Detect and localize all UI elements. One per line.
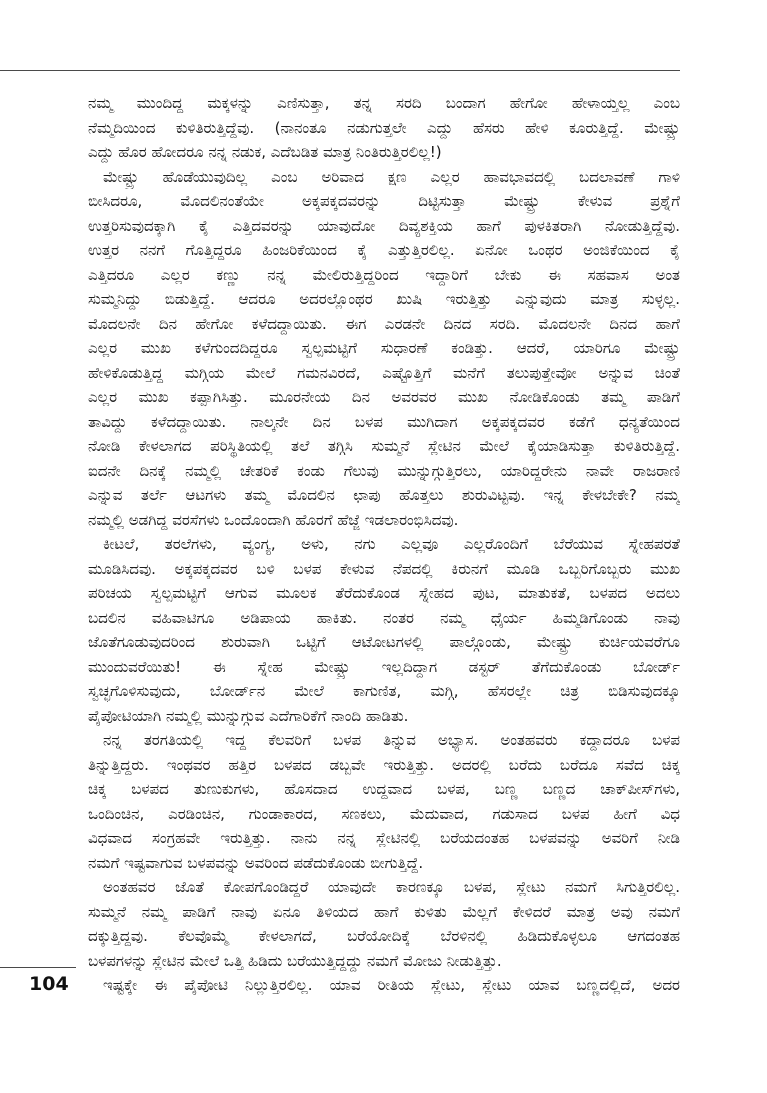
header-rule bbox=[0, 70, 680, 71]
text-line: ಸ್ವಚ್ಛಗೊಳಿಸುವುದು, ಬೋರ್ಡ್‌ನ ಮೇಲೆ ಕಾಗುಣಿತ, ಮಗ್ಗಿ, ಹೆಸರಲ್ಲೇ ಚಿತ್ರ ಬಿಡಿಸುವುದಕ್ಕೂ bbox=[88, 682, 680, 700]
text-line: ಸುಮ್ಮನಿದ್ದು ಬಿಡುತ್ತಿದ್ದೆ. ಆದರೂ ಅದರಲ್ಲೊಂಥರ ಖುಷಿ ಇರುತ್ತಿತ್ತು ಎನ್ನುವುದು ಮಾತ್ರ ಸುಳ್ಳಲ್ಲ. bbox=[88, 290, 680, 308]
text-line: ಮೂಡಿಸಿದವು. ಅಕ್ಕಪಕ್ಕದವರ ಬಳಿ ಬಳಪ ಕೇಳುವ ನೆಪದಲ್ಲಿ ಕಿರುನಗೆ ಮೂಡಿ ಒಬ್ಬರಿಗೊಬ್ಬರು ಮುಖ bbox=[88, 559, 680, 578]
text-line: ತಾವಿದ್ದು ಕಳೆದದ್ದಾಯಿತು. ನಾಲ್ಕನೇ ದಿನ ಬಳಪ ಮುಗಿದಾಗ ಅಕ್ಕಪಕ್ಕದವರ ಕಡೆಗೆ ಧನ್ಯತೆಯಿಂದ bbox=[88, 412, 680, 431]
text-line: ಮೇಷ್ಟ್ರು ಹೊಡೆಯುವುದಿಲ್ಲ ಎಂಬ ಅರಿವಾದ ಕ್ಷಣ ಎಲ್ಲರ ಹಾವಭಾವದಲ್ಲಿ ಬದಲಾವಣೆ ಗಾಳಿ bbox=[103, 167, 680, 186]
text-line: ಸುಮ್ಮನೆ ನಮ್ಮ ಪಾಡಿಗೆ ನಾವು ಏನೂ ತಿಳಿಯದ ಹಾಗೆ ಕುಳಿತು ಮೆಲ್ಲಗೆ ಕೇಳಿದರೆ ಮಾತ್ರ ಅವು ನಮಗೆ bbox=[88, 902, 680, 921]
text-line: ಜೊತೆಗೂಡುವುದರಿಂದ ಶುರುವಾಗಿ ಒಟ್ಟಿಗೆ ಆಟೋಟಗಳಲ್ಲಿ ಪಾಲ್ಗೊಂಡು, ಮೇಷ್ಟ್ರು ಕುರ್ಚಿಯವರೆಗೂ bbox=[88, 633, 680, 651]
text-line: ಹೇಳಿಕೊಡುತ್ತಿದ್ದ ಮಗ್ಗಿಯ ಮೇಲೆ ಗಮನವಿರದೆ, ಎಷ್ಟೊತ್ತಿಗೆ ಮನೆಗೆ ತಲುಪುತ್ತೇವೋ ಅನ್ನುವ ಚಿಂತೆ bbox=[88, 363, 680, 382]
paragraph bbox=[88, 728, 680, 875]
text-line: ಪರಿಚಯ ಸ್ವಲ್ಪಮಟ್ಟಿಗೆ ಆಗುವ ಮೂಲಕ ತೆರೆದುಕೊಂಡ ಸ್ನೇಹದ ಪುಟ, ಮಾತುಕತೆ, ಬಳಪದ ಅದಲು bbox=[88, 584, 680, 602]
text-line: ಅಂತಹವರ ಜೊತೆ ಕೋಪಗೊಂಡಿದ್ದರೆ ಯಾವುದೇ ಕಾರಣಕ್ಕೂ ಬಳಪ, ಸ್ಲೇಟು ನಮಗೆ ಸಿಗುತ್ತಿರಲಿಲ್ಲ. bbox=[103, 878, 680, 896]
paragraph bbox=[88, 875, 680, 973]
text-line: ಎನ್ನುವ ತರ್ಲೆ ಆಟಗಳು ತಮ್ಮ ಮೊದಲಿನ ಛಾಪು ಹೊತ್ತಲು ಶುರುವಿಟ್ಟವು. ಇನ್ನ ಕೇಳಬೇಕೇ? ನಮ್ಮ bbox=[88, 486, 680, 504]
text-line: ಐದನೇ ದಿನಕ್ಕೆ ನಮ್ಮಲ್ಲಿ ಚೇತರಿಕೆ ಕಂಡು ಗೆಲುವು ಮುನ್ನುಗ್ಗುತ್ತಿರಲು, ಯಾರಿದ್ದರೇನು ನಾವೇ ರಾಜರಾಣಿ bbox=[88, 461, 680, 480]
text-line: ಇಷ್ಟಕ್ಕೇ ಈ ಪೈಪೋಟಿ ನಿಲ್ಲುತ್ತಿರಲಿಲ್ಲ. ಯಾವ ರೀತಿಯ ಸ್ಲೇಟು, ಸ್ಲೇಟು ಯಾವ ಬಣ್ಣದಲ್ಲಿದೆ, ಅದರ bbox=[103, 976, 680, 994]
text-line: ಮೊದಲನೇ ದಿನ ಹೇಗೋ ಕಳೆದದ್ದಾಯಿತು. ಈಗ ಎರಡನೇ ದಿನದ ಸರದಿ. ಮೊದಲನೇ ದಿನದ ಹಾಗೆ bbox=[88, 314, 680, 333]
text-line: ಎಲ್ಲರ ಮುಖ ಕಪ್ಪಾಗಿಸಿತ್ತು. ಮೂರನೇಯ ದಿನ ಅವರವರ ಮುಖ ನೋಡಿಕೊಂಡು ತಮ್ಮ ಪಾಡಿಗೆ bbox=[88, 388, 680, 406]
text-line: ನಮ್ಮಲ್ಲಿ ಅಡಗಿದ್ದ ವರಸೆಗಳು ಒಂದೊಂದಾಗಿ ಹೊರಗೆ ಹೆಜ್ಜೆ ಇಡಲಾರಂಭಿಸಿದವು. bbox=[88, 510, 459, 529]
text-line: ಬೀಸಿದರೂ, ಮೊದಲಿನಂತೆಯೇ ಅಕ್ಕಪಕ್ಕದವರನ್ನು ದಿಟ್ಟಿಸುತ್ತಾ ಮೇಷ್ಟ್ರು ಕೇಳುವ ಪ್ರಶ್ನೆಗೆ bbox=[88, 192, 680, 210]
text-line: ಉತ್ತರಿಸುವುದಕ್ಕಾಗಿ ಕೈ ಎತ್ತಿದವರನ್ನು ಯಾವುದೋ ದಿವ್ಯಶಕ್ತಿಯ ಹಾಗೆ ಪುಳಕಿತರಾಗಿ ನೋಡುತ್ತಿದ್ದೆವು. bbox=[88, 216, 680, 235]
text-line: ಮುಂದುವರೆಯಿತು! ಈ ಸ್ನೇಹ ಮೇಷ್ಟ್ರು ಇಲ್ಲದಿದ್ದಾಗ ಡಸ್ಟರ್ ತೆಗೆದುಕೊಂಡು ಬೋರ್ಡ್ bbox=[88, 657, 680, 676]
footer-rule bbox=[0, 967, 76, 968]
text-line: ಬಳಪಗಳನ್ನು ಸ್ಲೇಟಿನ ಮೇಲೆ ಒತ್ತಿ ಹಿಡಿದು ಬರೆಯುತ್ತಿದ್ದದ್ದು ನಮಗೆ ಮೋಜು ನೀಡುತ್ತಿತ್ತು. bbox=[88, 951, 502, 970]
text-line: ವಿಧವಾದ ಸಂಗ್ರಹವೇ ಇರುತ್ತಿತ್ತು. ನಾನು ನನ್ನ ಸ್ಲೇಟಿನಲ್ಲಿ ಬರೆಯದಂತಹ ಬಳಪವನ್ನು ಅವರಿಗೆ ನೀಡಿ bbox=[88, 829, 680, 847]
paragraph bbox=[88, 973, 680, 998]
text-line: ಕೀಟಲೆ, ತರಲೆಗಳು, ವ್ಯಂಗ್ಯ, ಅಳು, ನಗು ಎಲ್ಲವೂ ಎಲ್ಲರೊಂದಿಗೆ ಬೆರೆಯುವ ಸ್ನೇಹಪರತೆ bbox=[103, 535, 680, 553]
paragraph bbox=[88, 165, 680, 533]
text-line: ಪೈಪೋಟಿಯಾಗಿ ನಮ್ಮಲ್ಲಿ ಮುನ್ನುಗ್ಗುವ ಎದೆಗಾರಿಕೆಗೆ ನಾಂದಿ ಹಾಡಿತು. bbox=[88, 706, 409, 725]
text-line: ದಕ್ಕುತ್ತಿದ್ದವು. ಕೆಲವೊಮ್ಮೆ ಕೇಳಲಾಗದೆ, ಬರೆಯೋದಿಕ್ಕೆ ಬೆರಳಿನಲ್ಲಿ ಹಿಡಿದುಕೊಳ್ಳಲೂ ಆಗದಂತಹ bbox=[88, 927, 680, 945]
paragraph bbox=[88, 532, 680, 728]
page-number: 104 bbox=[29, 973, 69, 995]
text-line: ಎಲ್ಲರ ಮುಖ ಕಳೆಗುಂದದಿದ್ದರೂ ಸ್ವಲ್ಪಮಟ್ಟಿಗೆ ಸುಧಾರಣೆ ಕಂಡಿತ್ತು. ಆದರೆ, ಯಾರಿಗೂ ಮೇಷ್ಟ್ರು bbox=[88, 339, 680, 357]
text-line: ಉತ್ತರ ನನಗೆ ಗೊತ್ತಿದ್ದರೂ ಹಿಂಜರಿಕೆಯಿಂದ ಕೈ ಎತ್ತುತ್ತಿರಲಿಲ್ಲ. ಏನೋ ಒಂಥರ ಅಂಜಿಕೆಯಿಂದ ಕೈ bbox=[88, 241, 680, 259]
paragraph bbox=[88, 91, 680, 165]
text-line: ಎದ್ದು ಹೊರ ಹೋದರೂ ನನ್ನ ನಡುಕ, ಎದೆಬಡಿತ ಮಾತ್ರ ನಿಂತಿರುತ್ತಿರಲಿಲ್ಲ!) bbox=[88, 143, 442, 161]
text-line: ಒಂದಿಂಚಿನ, ಎರಡಿಂಚಿನ, ಗುಂಡಾಕಾರದ, ಸಣಕಲು, ಮೆದುವಾದ, ಗಡುಸಾದ ಬಳಪ ಹೀಗೆ ವಿಧ bbox=[88, 804, 680, 823]
body-text bbox=[88, 91, 680, 998]
text-line: ಎತ್ತಿದರೂ ಎಲ್ಲರ ಕಣ್ಣು ನನ್ನ ಮೇಲಿರುತ್ತಿದ್ದರಿಂದ ಇದ್ದಾರಿಗೆ ಬೇಕು ಈ ಸಹವಾಸ ಅಂತ bbox=[88, 265, 680, 284]
text-line: ನಮ್ಮ ಮುಂದಿದ್ದ ಮಕ್ಕಳನ್ನು ಎಣಿಸುತ್ತಾ, ತನ್ನ ಸರದಿ ಬಂದಾಗ ಹೇಗೋ ಹೇಳಾಯ್ತಲ್ಲ ಎಂಬ bbox=[88, 94, 680, 112]
text-line: ತಿನ್ನುತ್ತಿದ್ದರು. ಇಂಥವರ ಹತ್ತಿರ ಬಳಪದ ಡಬ್ಬವೇ ಇರುತ್ತಿತ್ತು. ಅದರಲ್ಲಿ ಬರೆದು ಬರೆದೂ ಸವೆದ ಚಿಕ್ಕ bbox=[88, 755, 680, 774]
text-line: ನನ್ನ ತರಗತಿಯಲ್ಲಿ ಇದ್ದ ಕೆಲವರಿಗೆ ಬಳಪ ತಿನ್ನುವ ಅಭ್ಯಾಸ. ಅಂತಹವರು ಕದ್ದಾದರೂ ಬಳಪ bbox=[103, 731, 680, 749]
text-line: ಬದಲಿನ ವಹಿವಾಟಿಗೂ ಅಡಿಪಾಯ ಹಾಕಿತು. ನಂತರ ನಮ್ಮ ಧೈರ್ಯ ಹಿಮ್ಮಡಿಗೊಂಡು ನಾವು bbox=[88, 608, 680, 627]
text-line: ನೋಡಿ ಕೇಳಲಾಗದ ಪರಿಸ್ಥಿತಿಯಲ್ಲಿ ತಲೆ ತಗ್ಗಿಸಿ ಸುಮ್ಮನೆ ಸ್ಲೇಟಿನ ಮೇಲೆ ಕೈಯಾಡಿಸುತ್ತಾ ಕುಳಿತಿರುತ್ತಿದ್ದೆ. bbox=[88, 437, 680, 455]
text-line: ಚಿಕ್ಕ ಬಳಪದ ತುಣುಕುಗಳು, ಹೊಸದಾದ ಉದ್ದವಾದ ಬಳಪ, ಬಣ್ಣ ಬಣ್ಣದ ಚಾಕ್‌ಪೀಸ್‌ಗಳು, bbox=[88, 780, 680, 798]
text-line: ನಮಗೆ ಇಷ್ಟವಾಗುವ ಬಳಪವನ್ನು ಅವರಿಂದ ಪಡೆದುಕೊಂಡು ಬೀಗುತ್ತಿದ್ದೆ. bbox=[88, 853, 424, 872]
text-line: ನೆಮ್ಮದಿಯಿಂದ ಕುಳಿತಿರುತ್ತಿದ್ದೆವು. (ನಾನಂತೂ ನಡುಗುತ್ತಲೇ ಎದ್ದು ಹೆಸರು ಹೇಳಿ ಕೂರುತ್ತಿದ್ದೆ. ಮೇಷ್ಟ್ರು bbox=[88, 118, 680, 137]
